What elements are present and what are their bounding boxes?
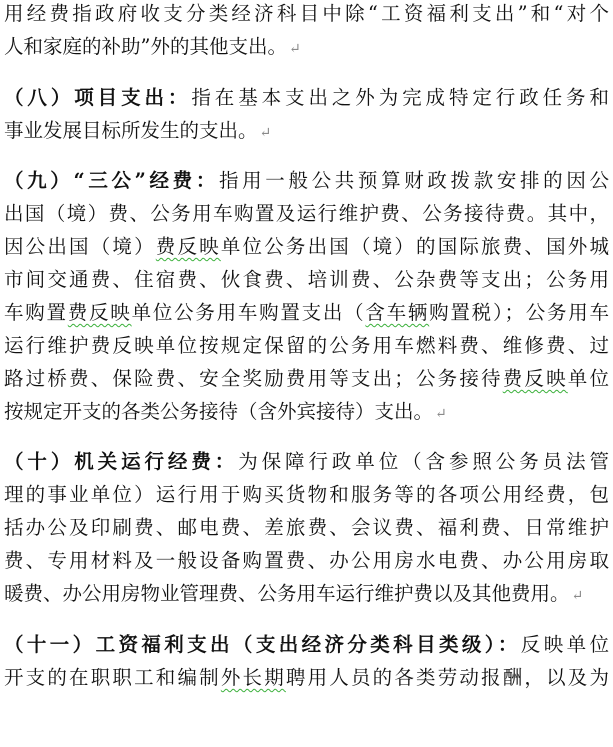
paragraph-mark-icon: ↵ [571,588,584,604]
paragraph-mark-icon: ↵ [259,125,272,141]
text-line: 出国（境）费、公务用车购置及运行维护费、公务接待费。其中， [4,202,609,225]
text-line: 车购置费反映单位公务用车购置支出（含车辆购置税）；公务用车 [4,301,609,324]
text-line: 括办公及印刷费、邮电费、差旅费、会议费、福利费、日常维护 [4,516,609,539]
text-line: （十一）工资福利支出（支出经济分类科目类级）：反映单位 [4,633,609,656]
text-line: 市间交通费、住宿费、伙食费、培训费、公杂费等支出；公务用 [4,268,609,291]
section-heading: （十）机关运行经费： [4,450,239,473]
text-line: 事业发展目标所发生的支出。 ↵ [4,119,272,142]
text-line: 路过桥费、保险费、安全奖励费用等支出；公务接待费反映单位 [4,367,609,390]
spellcheck-underline: 费反映 [155,235,221,258]
section-heading: （十一）工资福利支出（支出经济分类科目类级）： [4,633,521,656]
text-line: （八）项目支出：指在基本支出之外为完成特定行政任务和 [4,86,609,109]
section-heading: （九）“三公”经费： [4,169,219,192]
text-line: （十）机关运行经费：为保障行政单位（含参照公务员法管 [4,450,609,473]
text-line: 运行维护费反映单位按规定保留的公务用车燃料费、维修费、过 [4,334,609,357]
text-line: 人和家庭的补助”外的其他支出。 ↵ [4,35,301,58]
paragraph-mark-icon: ↵ [435,406,447,422]
text-line: 理的事业单位）运行用于购买货物和服务等的各项公用经费，包 [4,483,609,506]
spellcheck-underline: 含车辆 [365,301,430,324]
text-line: 开支的在职职工和编制外长期聘用人员的各类劳动报酬，以及为 [4,666,609,689]
text-line: 按规定开支的各类公务接待（含外宾接待）支出。 ↵ [4,400,447,423]
text-line: 因公出国（境）费反映单位公务出国（境）的国际旅费、国外城 [4,235,609,258]
spellcheck-underline: 费反映 [502,367,568,390]
spellcheck-underline: 费反映 [67,301,132,324]
spellcheck-underline: 外长期 [220,666,286,689]
text-line: 用经费指政府收支分类经济科目中除“工资福利支出”和“对个 [4,2,609,25]
section-heading: （八）项目支出： [4,86,192,109]
text-line: 暖费、办公用房物业管理费、公务用车运行维护费以及其他费用。 ↵ [4,582,584,605]
paragraph-mark-icon: ↵ [288,41,301,57]
text-line: （九）“三公”经费：指用一般公共预算财政拨款安排的因公 [4,169,609,192]
text-line: 费、专用材料及一般设备购置费、办公用房水电费、办公用房取 [4,549,609,572]
